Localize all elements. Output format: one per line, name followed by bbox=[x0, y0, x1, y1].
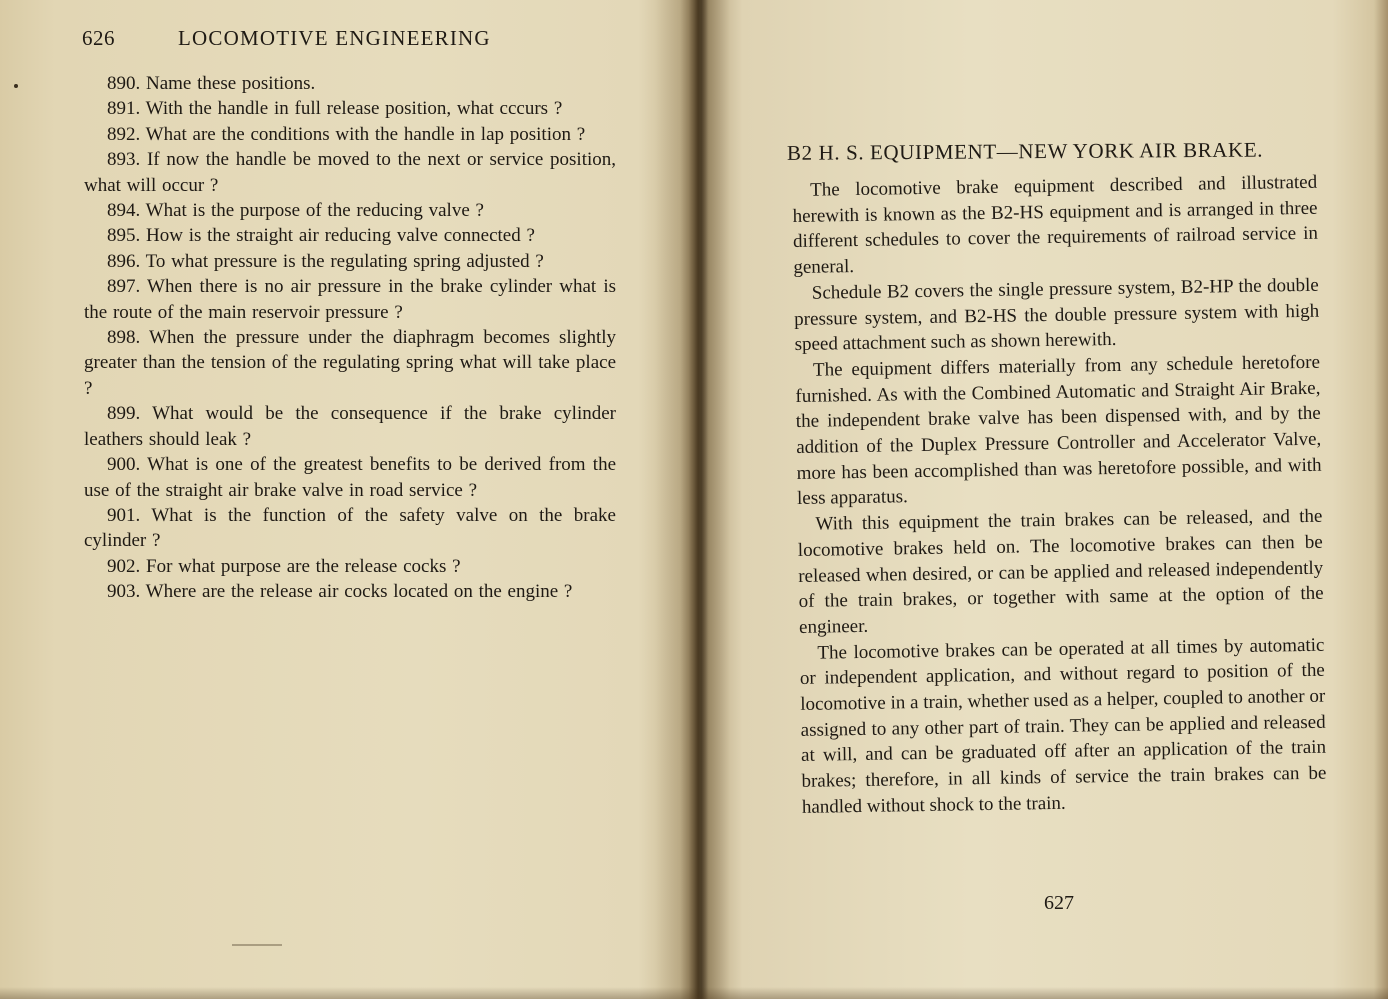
section-heading: B2 H. S. EQUIPMENT—NEW YORK AIR BRAKE. bbox=[786, 137, 1264, 165]
left-page bbox=[0, 0, 690, 999]
paragraph: The locomotive brakes can be operated at all times by automatic or independent application, and without regard to position of the locomotive in a train, whether used as a helper, coupled to another or assigned to any other part of train. They can be applied and released at will, and can be graduated off after an application of the train brakes; therefore, in all kinds of service the train brakes can be handled without shock to the train. bbox=[799, 634, 1327, 818]
paragraph: Schedule B2 covers the single pressure system, B2-HP the double pressure system, and B2-HS the double pressure system with high speed attachment such as shown herewith. bbox=[794, 274, 1320, 356]
question-item: 896. To what pressure is the regulating spring adjusted ? bbox=[107, 250, 544, 272]
question-item: 903. Where are the release air cocks located on the engine ? bbox=[107, 581, 573, 603]
paragraph: The equipment differs materially from any schedule heretofore furnished. As with the Combined Automatic and Straight Air Brake, the independent brake valve has been dispensed with, and by the addition of the Duplex Pressure Controller and Accelerator Valve, more has been accomplished than was heretofore possible, and with less apparatus. bbox=[795, 351, 1322, 510]
question-item: 892. What are the conditions with the handle in lap position ? bbox=[107, 123, 586, 145]
ink-speck bbox=[14, 84, 18, 88]
question-item: 900. What is one of the greatest benefits to be derived from the use of the straight air brake valve in road service ? bbox=[84, 454, 616, 501]
page-edge-shadow bbox=[1374, 0, 1388, 999]
right-page-number: 627 bbox=[1044, 892, 1074, 914]
body-text bbox=[792, 170, 1327, 821]
left-page-number: 626 bbox=[82, 26, 115, 50]
ink-smudge bbox=[232, 944, 282, 946]
question-item: 902. For what purpose are the release cocks ? bbox=[107, 555, 461, 577]
question-item: 897. When there is no air pressure in the brake cylinder what is the route of the main reservoir pressure ? bbox=[84, 276, 616, 323]
question-item: 899. What would be the consequence if the brake cylinder leathers should leak ? bbox=[84, 403, 616, 450]
question-item: 901. What is the function of the safety valve on the brake cylinder ? bbox=[84, 504, 616, 552]
question-item: 898. When the pressure under the diaphragm becomes slightly greater than the tension of the regulating spring what will take place ? bbox=[84, 327, 616, 399]
question-item: 894. What is the purpose of the reducing valve ? bbox=[107, 200, 484, 222]
running-head-title: LOCOMOTIVE ENGINEERING bbox=[178, 26, 491, 50]
paragraph: The locomotive brake equipment described and illustrated herewith is known as the B2-HS equipment and is arranged in three different schedules to cover the requirements of railroad service in general. bbox=[792, 171, 1319, 279]
question-item: 895. How is the straight air reducing valve connected ? bbox=[107, 225, 535, 247]
paragraph: With this equipment the train brakes can be released, and the locomotive brakes held on. The locomotive brakes can then be released when desired, or can be applied and released independently of the train brakes, or together with same at the option of the engineer. bbox=[797, 505, 1324, 638]
page-bottom-shadow bbox=[0, 987, 1388, 999]
question-list bbox=[84, 71, 616, 605]
running-head bbox=[82, 26, 622, 51]
question-item: 890. Name these positions. bbox=[107, 73, 316, 94]
right-page bbox=[700, 0, 1388, 999]
question-item: 893. If now the handle be moved to the next or service position, what will occur ? bbox=[84, 149, 616, 196]
question-item: 891. With the handle in full release position, what cccurs ? bbox=[107, 98, 563, 120]
